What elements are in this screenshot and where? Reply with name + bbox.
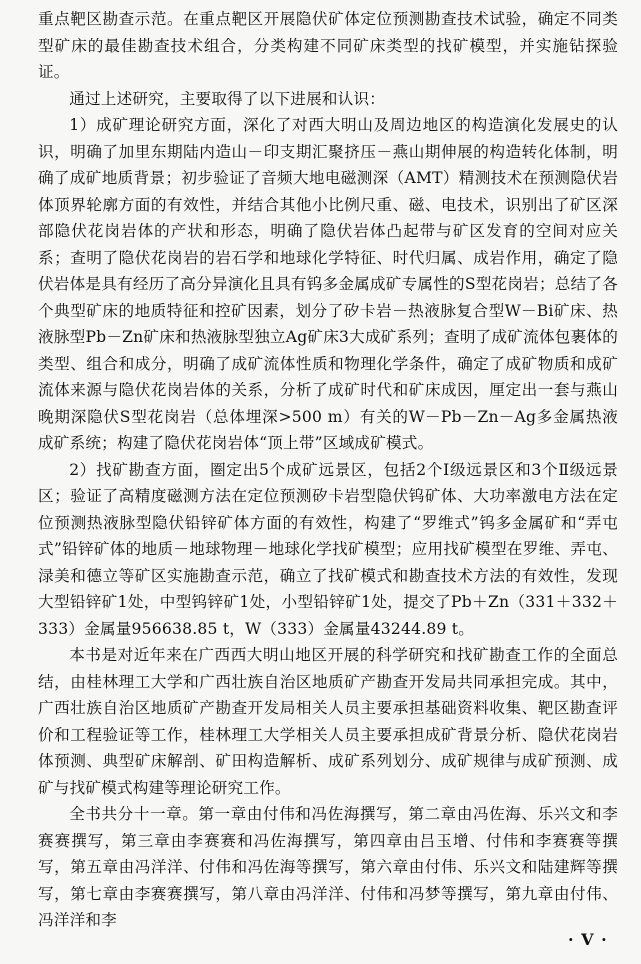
paragraph-exploration-results: 2）找矿勘查方面，圈定出5个成矿远景区，包括2个Ⅰ级远景区和3个Ⅱ级远景区；验证了高精度磁测方法在定位预测矽卡岩型隐伏钨矿体、大功率激电方法在定位预测热液脉型隐伏铅锌矿体方面的有效性，构建了“罗维式”钨多金属矿和“弄屯式”铅锌矿体的地质－地球物理－地球化学找矿模型；应用找矿模型在罗维、弄屯、渌美和德立等矿区实施勘查示范，确立了找矿模式和勘查技术方法的有效性，发现大型铅锌矿1处，中型钨锌矿1处，小型铅锌矿1处，提交了Pb＋Zn（331＋332＋333）金属量956638.85 t，W（333）金属量43244.89 t。 [38, 460, 618, 638]
body-text [38, 6, 618, 934]
page-number: · V · [568, 930, 608, 949]
paragraph-book-summary: 本书是对近年来在广西西大明山地区开展的科学研究和找矿勘查工作的全面总结，由桂林理工大学和广西壮族自治区地质矿产勘查开发局共同承担完成。其中，广西壮族自治区地质矿产勘查开发局相关人员主要承担基础资料收集、靶区勘查评价和工程验证等工作，桂林理工大学相关人员主要承担成矿背景分析、隐伏花岗岩体预测、典型矿床解剖、矿田构造解析、成矿系列划分、成矿规律与成矿预测、成矿与找矿模式构建等理论研究工作。 [38, 646, 618, 797]
paragraph-theory-results: 1）成矿理论研究方面，深化了对西大明山及周边地区的构造演化发展史的认识，明确了加里东期陆内造山－印支期汇聚挤压－燕山期伸展的构造转化体制，明确了成矿地质背景；初步验证了音频大地电磁测深（AMT）精测技术在预测隐伏岩体顶界轮廓方面的有效性，并结合其他小比例尺重、磁、电技术，识别出了矿区深部隐伏花岗岩体的产状和形态，明确了隐伏岩体凸起带与矿区发育的空间对应关系；查明了隐伏花岗岩的岩石学和地球化学特征、时代归属、成岩作用，确定了隐伏岩体是具有经历了高分异演化且具有钨多金属成矿专属性的S型花岗岩；总结了各个典型矿床的地质特征和控矿因素，划分了矽卡岩－热液脉复合型W－Bi矿床、热液脉型Pb－Zn矿床和热液脉型独立Ag矿床3大成矿系列；查明了成矿流体包裹体的类型、组合和成分，明确了成矿流体性质和物理化学条件，确定了成矿物质和成矿流体来源与隐伏花岗岩体的关系，分析了成矿时代和矿床成因，厘定出一套与燕山晚期深隐伏S型花岗岩（总体埋深>500 m）有关的W－Pb－Zn－Ag多金属热液成矿系统；构建了隐伏花岗岩体“顶上带”区域成矿模式。 [38, 116, 618, 452]
paragraph-chapter-authors: 全书共分十一章。第一章由付伟和冯佐海撰写，第二章由冯佐海、乐兴文和李赛赛撰写，第三章由李赛赛和冯佐海撰写，第四章由吕玉增、付伟和李赛赛等撰写，第五章由冯洋洋、付伟和冯佐海等撰写，第六章由付伟、乐兴文和陆建辉等撰写，第七章由李赛赛撰写，第八章由冯洋洋、付伟和冯梦等撰写，第九章由付伟、冯洋洋和李 [38, 805, 618, 929]
paragraph-target-demo: 重点靶区勘查示范。在重点靶区开展隐伏矿体定位预测勘查技术试验，确定不同类型矿床的最佳勘查技术组合，分类构建不同矿床类型的找矿模型，并实施钻探验证。 [38, 10, 618, 81]
paragraph-intro-results: 通过上述研究，主要取得了以下进展和认识： [69, 89, 386, 108]
